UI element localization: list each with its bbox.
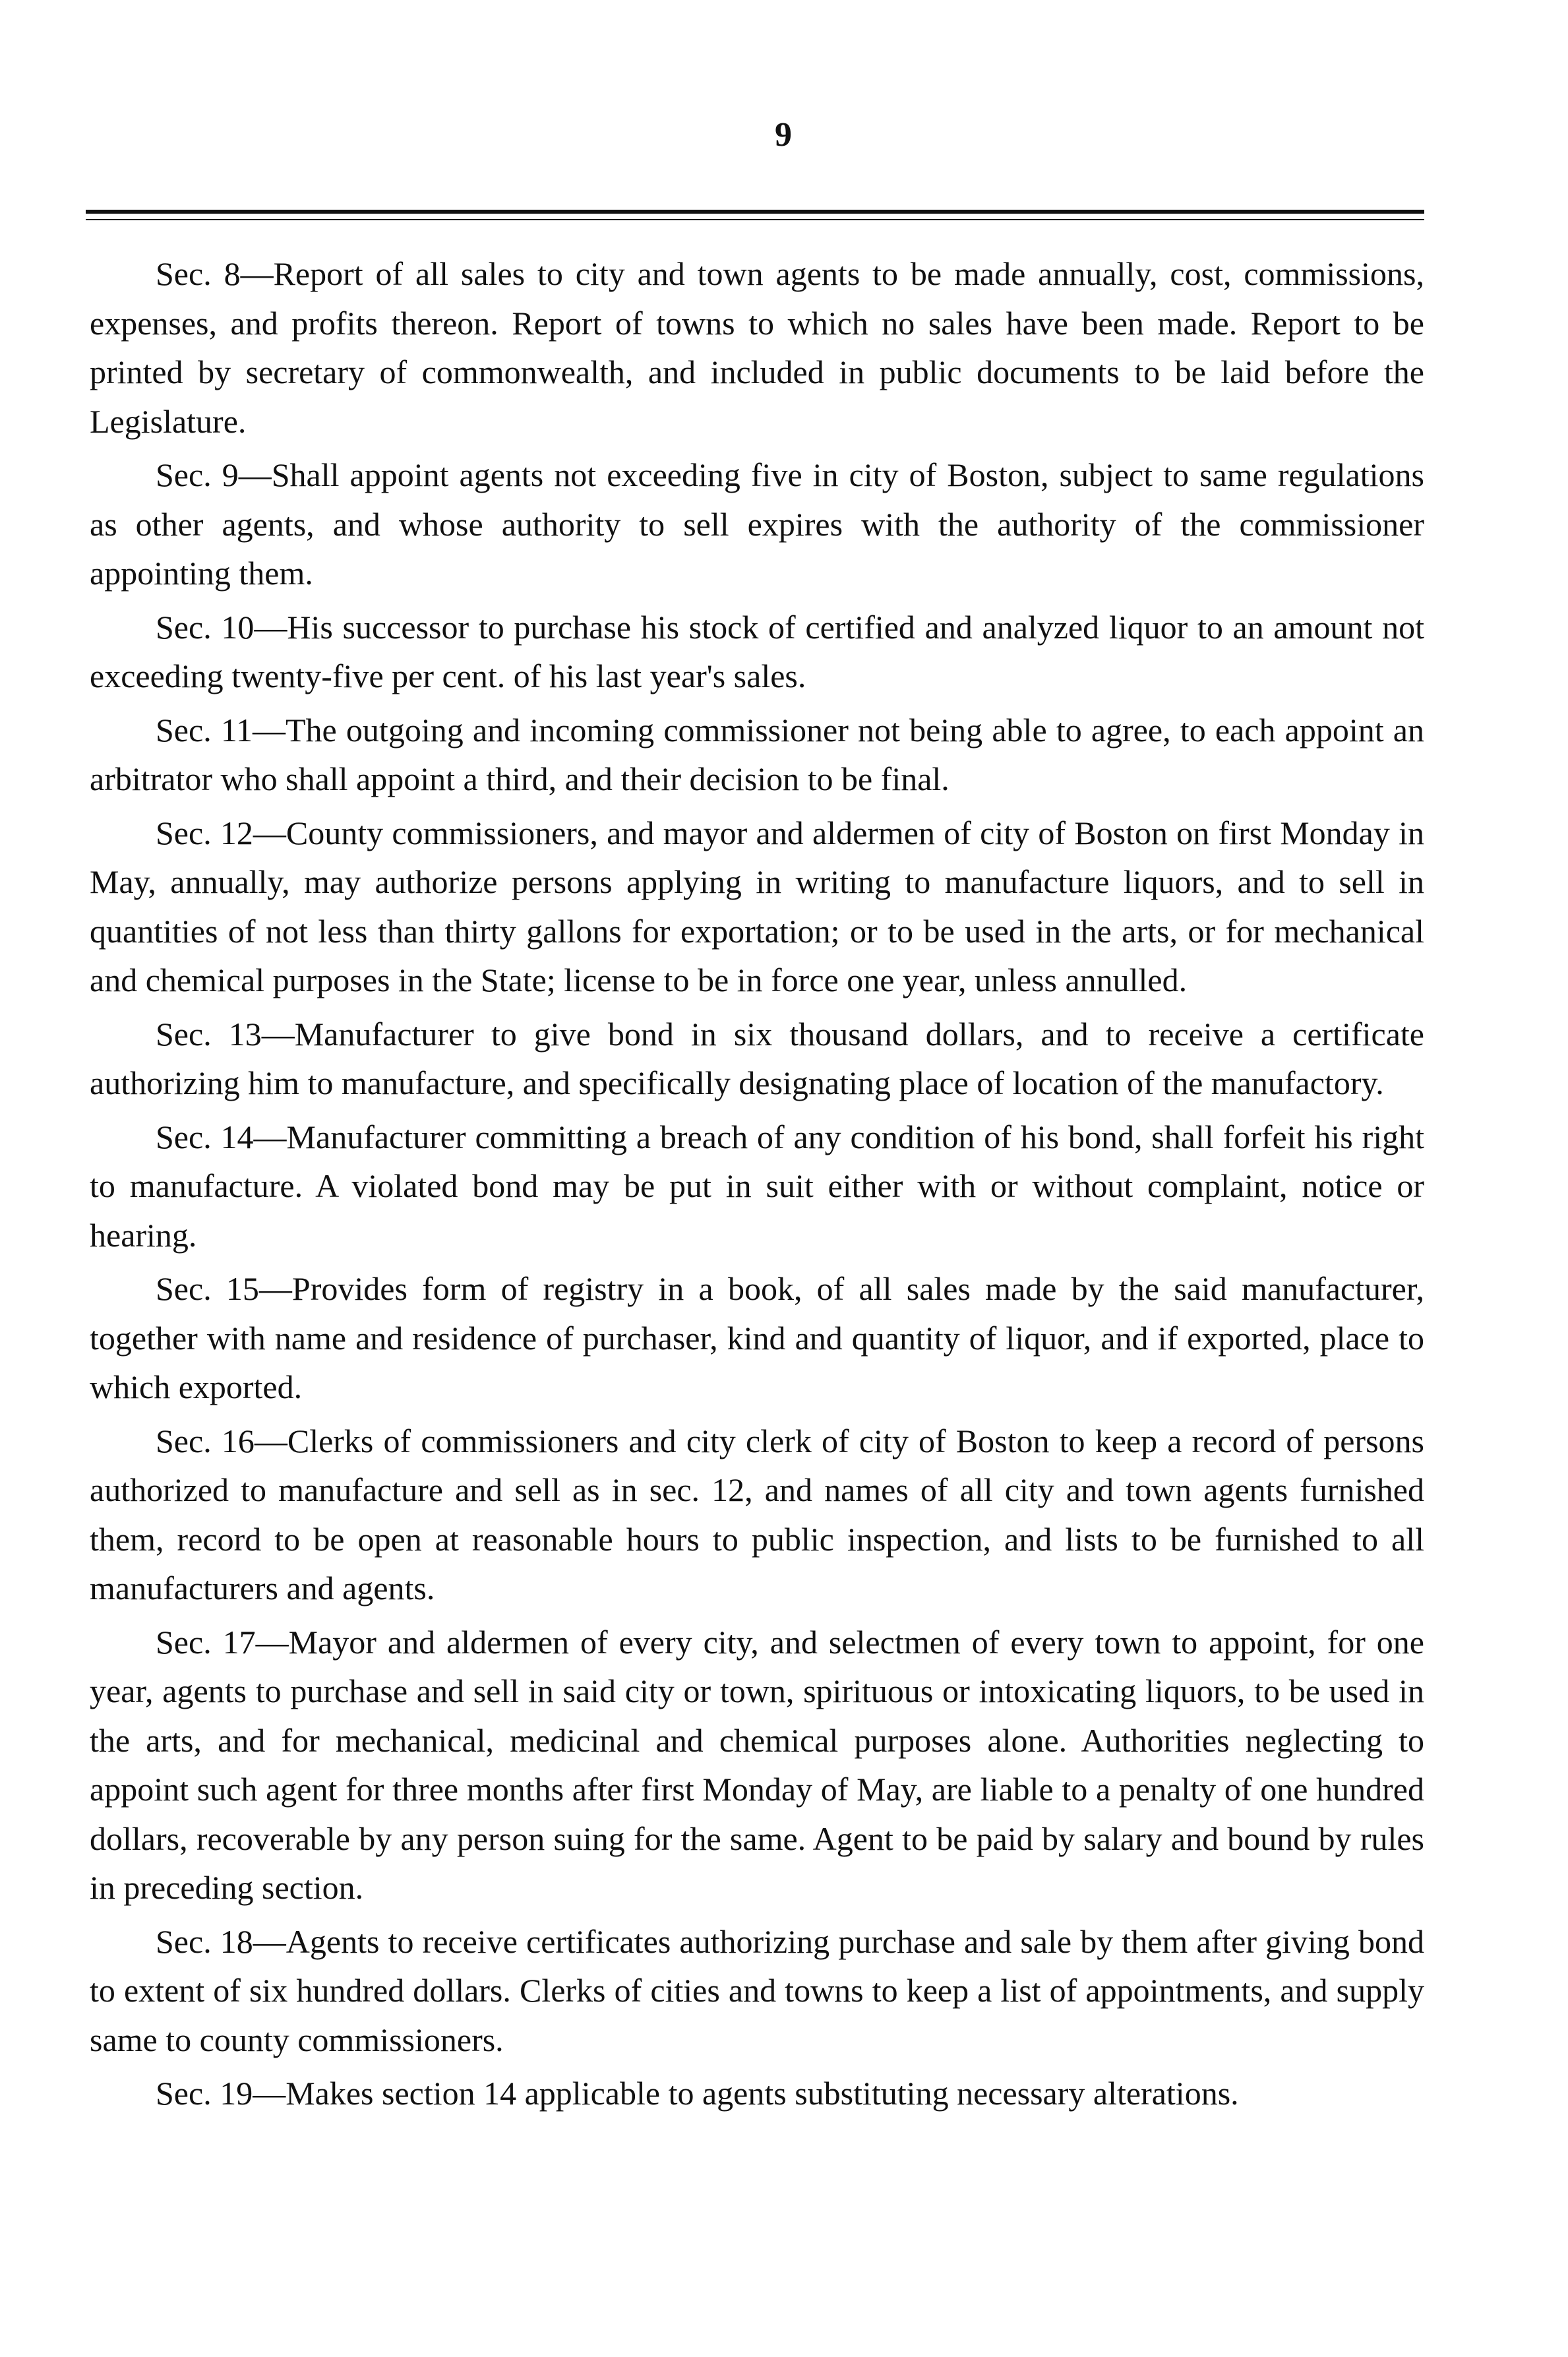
- section-8: Sec. 8—Report of all sales to city and town agents to be made annually, cost, commissions, expenses, and profits thereon. Report of towns to which no sales have been made. Report to be printed by secretary of commonwealth, and included in public documents to be laid before the Legislature.: [90, 255, 1424, 440]
- header-rule-thin: [86, 219, 1424, 220]
- page-number: 9: [775, 116, 793, 154]
- section-10: Sec. 10—His successor to purchase his stock of certified and analyzed liquor to an amount not exceeding twenty-five per cent. of his last year's sales.: [90, 608, 1424, 694]
- section-17: Sec. 17—Mayor and aldermen of every city, and selectmen of every town to appoint, for one year, agents to purchase and sell in said city or town, spirituous or intoxicating liquors, to be used in the arts, and for mechanical, medicinal and chemical purposes alone. Authorities neglecting to appoint such agent for three months after first Monday of May, are liable to a penalty of one hundred dollars, recoverable by any person suing for the same. Agent to be paid by salary and bound by rules in preceding section.: [90, 1623, 1424, 1906]
- section-13: Sec. 13—Manufacturer to give bond in six thousand dollars, and to receive a certificate authorizing him to manufacture, and specifically designating place of location of the manufactory.: [90, 1015, 1424, 1101]
- section-9: Sec. 9—Shall appoint agents not exceeding five in city of Boston, subject to same regulations as other agents, and whose authority to sell expires with the authority of the commissioner appointing them.: [90, 456, 1424, 592]
- document-body: [90, 249, 1424, 2123]
- section-16: Sec. 16—Clerks of commissioners and city clerk of city of Boston to keep a record of persons authorized to manufacture and sell as in sec. 12, and names of all city and town agents furnished them, record to be open at reasonable hours to public inspection, and lists to be furnished to all manufacturers and agents.: [90, 1422, 1424, 1607]
- section-14: Sec. 14—Manufacturer committing a breach of any condition of his bond, shall forfeit his right to manufacture. A violated bond may be put in suit either with or without complaint, notice or hearing.: [90, 1118, 1424, 1254]
- header-rule-thick: [86, 210, 1424, 214]
- section-18: Sec. 18—Agents to receive certificates authorizing purchase and sale by them after giving bond to extent of six hundred dollars. Clerks of cities and towns to keep a list of appointments, and supply same to county commissioners.: [90, 1922, 1424, 2058]
- section-12: Sec. 12—County commissioners, and mayor and aldermen of city of Boston on first Monday in May, annually, may authorize persons applying in writing to manufacture liquors, and to sell in quantities of not less than thirty gallons for exportation; or to be used in the arts, or for mechanical and chemical purposes in the State; license to be in force one year, unless annulled.: [90, 814, 1424, 998]
- section-19: Sec. 19—Makes section 14 applicable to agents substituting necessary alterations.: [156, 2075, 1239, 2112]
- section-15: Sec. 15—Provides form of registry in a book, of all sales made by the said manufacturer, together with name and residence of purchaser, kind and quantity of liquor, and if exported, place to which exported.: [90, 1270, 1424, 1405]
- section-11: Sec. 11—The outgoing and incoming commissioner not being able to agree, to each appoint an arbitrator who shall appoint a third, and their decision to be final.: [90, 711, 1424, 797]
